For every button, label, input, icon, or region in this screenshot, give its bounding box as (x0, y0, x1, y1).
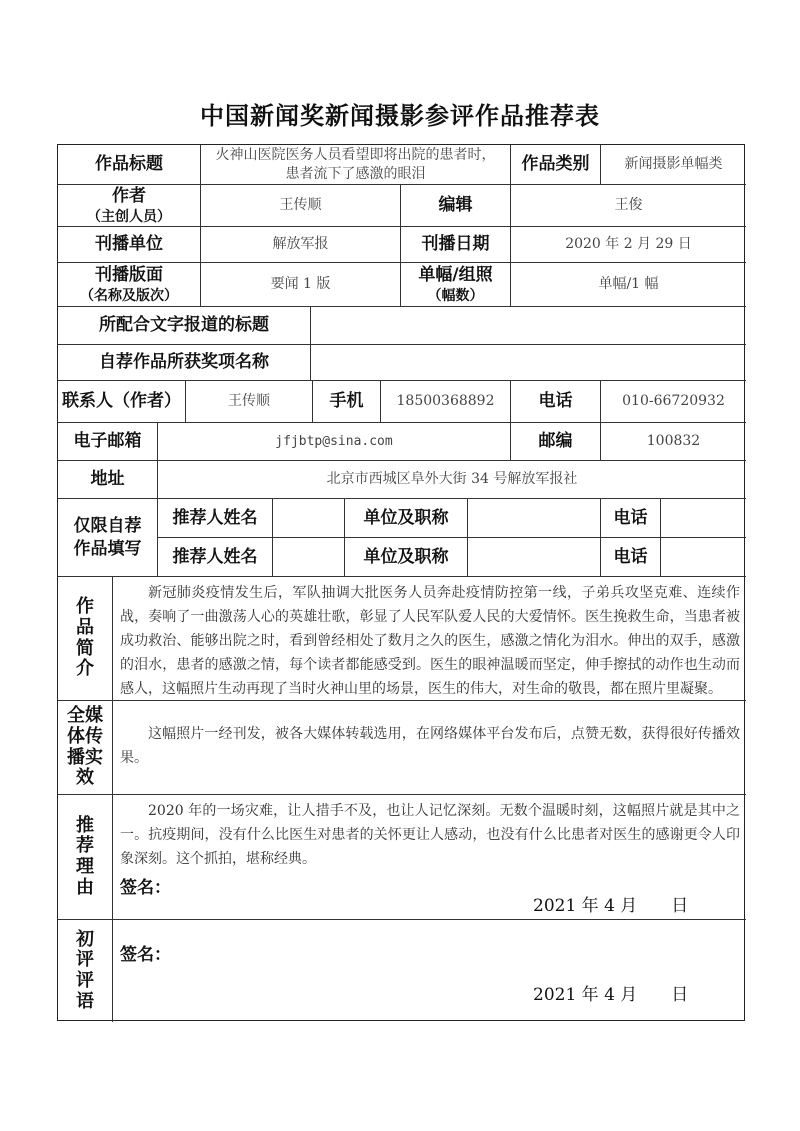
reason-text: 2020 年的一场灾难，让人措手不及，也让人记忆深刻。无数个温暖时刻，这幅照片就是其中之一。抗疫期间，没有什么比医生对患者的关怀更让人感动，也没有什么比患者对医生的感谢更令人印象深刻。这个抓拍，堪称经典。 (120, 803, 740, 867)
label-editor: 编辑 (401, 185, 511, 227)
value-mobile: 18500368892 (381, 381, 511, 423)
label-single-group (401, 263, 511, 307)
intro-text: 新冠肺炎疫情发生后，军队抽调大批医务人员奔赴疫情防控第一线，子弟兵攻坚克难、连续作战，奏响了一曲激荡人心的英雄壮歌，彰显了人民军队爱人民的大爱情怀。医生挽救生命，当患者被成功救治、能够出院之时，看到曾经相处了数月之久的医生，感激之情化为泪水。伸出的双手，感激的泪水，患者的感激之情，每个读者都能感受到。医生的眼神温暖而坚定，伸手擦拭的动作也生动而感人，这幅照片生动再现了当时火神山里的场景，医生的伟大，对生命的敬畏，都在照片里凝聚。 (120, 585, 740, 697)
label-single-group-sub: （幅数） (427, 287, 484, 304)
review-date: 2021 年 4 月 日 (533, 985, 689, 1005)
label-layout-sub: （名称及版次） (80, 287, 178, 304)
value-category: 新闻摄影单幅类 (601, 145, 746, 185)
label-publisher: 刊播单位 (58, 227, 201, 263)
label-rec-phone-1: 电话 (601, 499, 661, 538)
label-awards: 自荐作品所获奖项名称 (58, 345, 311, 381)
label-single-group-main: 单幅/组照 (418, 264, 493, 285)
form-title: 中国新闻奖新闻摄影参评作品推荐表 (200, 101, 600, 130)
label-author-main: 作者 (112, 185, 146, 206)
label-publish-date: 刊播日期 (401, 227, 511, 263)
label-unit-position-2: 单位及职称 (345, 538, 468, 577)
label-recommender-name-2: 推荐人姓名 (158, 538, 273, 577)
reason-date: 2021 年 4 月 日 (533, 896, 689, 916)
label-unit-position-1: 单位及职称 (345, 499, 468, 538)
reason-sign-label: 签名： (120, 878, 171, 898)
label-phone: 电话 (511, 381, 601, 423)
label-author-sub: （主创人员） (87, 208, 171, 225)
label-media-effect: 全媒体传播实效 (58, 701, 113, 795)
label-author (58, 185, 201, 227)
value-contact: 王传顺 (186, 381, 313, 423)
value-author: 王传顺 (201, 185, 401, 227)
value-editor: 王俊 (511, 185, 746, 227)
label-work-title: 作品标题 (58, 145, 201, 185)
label-rec-phone-2: 电话 (601, 538, 661, 577)
value-rec-phone-1 (661, 499, 746, 538)
value-layout: 要闻 1 版 (201, 263, 401, 307)
value-awards (311, 345, 746, 381)
label-contact: 联系人（作者） (58, 381, 186, 423)
label-layout (58, 263, 201, 307)
media-effect-text: 这幅照片一经刊发，被各大媒体转载选用，在网络媒体平台发布后，点赞无数，获得很好传播效果。 (120, 726, 740, 766)
label-article-title: 所配合文字报道的标题 (58, 307, 311, 345)
value-phone: 010-66720932 (601, 381, 746, 423)
review-sign-label: 签名： (120, 945, 171, 965)
value-publish-date: 2020 年 2 月 29 日 (511, 227, 746, 263)
recommendation-form (57, 144, 745, 1021)
value-unit-position-1 (468, 499, 601, 538)
value-address: 北京市西城区阜外大街 34 号解放军报社 (158, 461, 746, 499)
value-recommender-name-1 (273, 499, 345, 538)
label-recommender-name-1: 推荐人姓名 (158, 499, 273, 538)
label-postcode: 邮编 (511, 423, 601, 461)
label-address: 地址 (58, 461, 158, 499)
value-postcode: 100832 (601, 423, 746, 461)
value-single-group: 单幅/1 幅 (511, 263, 746, 307)
label-category: 作品类别 (511, 145, 601, 185)
value-recommender-name-2 (273, 538, 345, 577)
value-publisher: 解放军报 (201, 227, 401, 263)
label-self-recommend: 仅限自荐作品填写 (58, 499, 158, 577)
label-mobile: 手机 (313, 381, 381, 423)
label-review: 初评评语 (58, 920, 113, 1022)
value-work-title: 火神山医院医务人员看望即将出院的患者时，患者流下了感激的眼泪 (201, 145, 511, 185)
value-email: jfjbtp@sina.com (158, 423, 511, 461)
label-intro: 作品简介 (58, 577, 113, 701)
label-email: 电子邮箱 (58, 423, 158, 461)
label-layout-main: 刊播版面 (95, 264, 163, 285)
value-article-title (311, 307, 746, 345)
value-rec-phone-2 (661, 538, 746, 577)
label-reason: 推荐理由 (58, 795, 113, 920)
value-unit-position-2 (468, 538, 601, 577)
